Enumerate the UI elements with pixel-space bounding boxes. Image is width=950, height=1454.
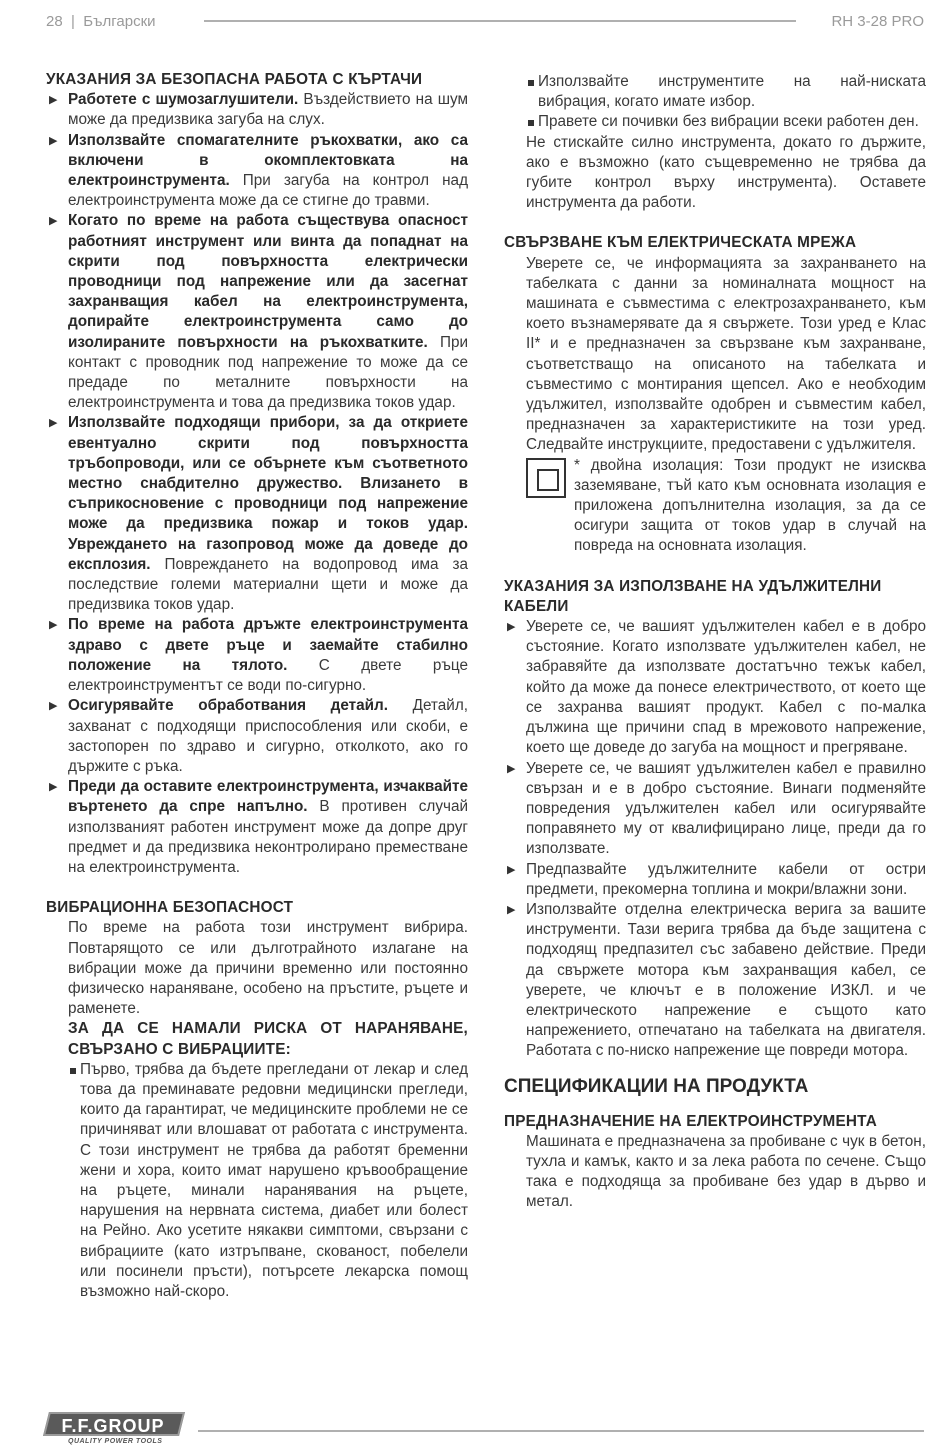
bullet-item: ▶ Преди да оставите електроинструмента, изчаквайте въртенето да спре напълно. В противен случай използваният работен инструмент може да допре друг предмет и да предизвика неконтролирано преместване на електроинструмента. [46,777,468,878]
page-number: 28 [46,13,63,30]
bullet-item: ▶ Използвайте отделна електрическа верига за вашите инструменти. Тази верига трябва да бъде защитена с подходящ предпазител със забавено действие. Преди да свържете мотора към захранващия кабел, се уверете, че ключът е в положение ИЗКЛ. и че електрическото напрежение е същото като напрежението, отпечатано на табелката на двигателя. Работата с по-ниско напрежение ще повреди мотора. [504,900,926,1062]
subheading-vibration-risk: ЗА ДА СЕ НАМАЛИ РИСКА ОТ НАРАНЯВАНЕ, СВЪРЗАНО С ВИБРАЦИИТЕ: [68,1020,468,1058]
bullet-item: ▶ Осигурявайте обработвания детайл. Детайл, захванат с подходящи приспособления или скоби, е застопорен по здраво и сигурно, отколкото, ако го държите с ръка. [46,696,468,777]
square-bullet-item: Първо, трябва да бъдете прегледани от лекар и след това да преминавате редовни медицински прегледи, които да гарантират, че медицинските проблеми не се причиняват или влошават от работата с инструмента. С този инструмент не трябва да работят бременни жени и хора, които имат нарушено кръвообращение на ръцете, минали наранявания на ръцете, нарушения на нервната система, диабет или болест на Рейно. Ако усетите някакви симптоми, свързани с вибрациите (като изтръпване, скованост, побелели или посинели пръсти), потърсете лекарска помощ възможно най-скоро. [46,1060,468,1302]
ffgroup-logo: F.F.GROUP [43,1412,185,1436]
subheading-intended-use: ПРЕДНАЗНАЧЕНИЕ НА ЕЛЕКТРОИНСТРУМЕНТА [504,1112,877,1130]
double-insulation-text: * двойна изолация: Този продукт не изисква заземяване, тъй като към основната изолация е приложена допълнителна изолация, за да се осигури защита от токов удар в случай на повреда на основната изолация. [574,456,926,555]
paragraph: Не стискайте силно инструмента, докато го държите, ако е възможно (като същевременно не трябва да губите контрол върху инструмента). Оставете инструмента да работи. [526,133,926,212]
square-bullet-item: Правете си почивки без вибрации всеки работен ден. [504,112,926,132]
page-footer [46,1412,924,1445]
page-header [46,10,924,36]
bullet-item: ▶ Използвайте спомагателните ръкохватки, ако са включени в окомплектовката на електроинструмента. При загуба на контрол над електроинструмента може да се стигне до травми. [46,131,468,212]
paragraph: Уверете се, че информацията за захранването на табелката с данни за номиналната мощност на машината е съвместима с електрозахранването, към което възнамерявате да я свържете. Този уред е Клас II* и е предназначен за свързване към захранване, съответстващо на описаното на табелката и съвместимо с монтирания щепсел. Ако е необходим удължител, използвайте одобрен и съвместим кабел, предназначен за характеристиките на този уред. Следвайте инструкциите, предоставени с удължителя. [526,254,926,454]
left-column [46,70,468,1302]
double-insulation-note [504,456,926,557]
model-name: RH 3-28 PRO [831,13,924,30]
bullet-item: ▶ По време на работа дръжте електроинструмента здраво с двете ръце и заемайте стабилно положение на тялото. С двете ръце електроинструментът се води по-сигурно. [46,615,468,696]
bullet-item: ▶ Използвайте подходящи прибори, за да откриете евентуално скрити под повърхността тръбопроводи, или се обърнете към съответното местно снабдително дружество. Влизането в съприкосновение с проводници под напрежение може да предизвика пожар и токов удар. Увреждането на газопровод може да доведе до експлозия. Повреждането на водопровод има за последствие големи материални щети и може да предизвика токов удар. [46,413,468,615]
bullet-item: ▶ Когато по време на работа съществува опасност работният инструмент или винта да попаднат на скрити под повърхността електрически проводници под напрежение или да засегнат захранващия кабел на електроинструмента, допирайте електроинструмента само до изолираните повърхности на ръкохватките. При контакт с проводник под напрежение то може да се предаде по металните повърхности на електроинструмента и това да предизвика токов удар. [46,211,468,413]
paragraph: По време на работа този инструмент вибрира. Повтарящото се или дълготрайното излагане на вибрации може да причини временно или постоянно физическо нараняване, особено на пръстите, ръцете и раменете. [68,919,468,1018]
double-insulation-icon [526,458,566,498]
section-heading-vibration: ВИБРАЦИОННА БЕЗОПАСНОСТ [46,899,294,917]
bullet-item: ▶ Работете с шумозаглушители. Въздействието на шум може да предизвика загуба на слух. [46,90,468,130]
page-number-language [46,13,156,30]
header-separator: | [71,13,75,30]
bullet-item: ▶ Уверете се, че вашият удължителен кабел е в добро състояние. Когато използвате удължителен кабел, не забравяйте да използвате достатъчно тежък кабел, който да може да понесе електричеството, от което ще се захранва вашият продукт. Кабел с по-малка дължина ще причини спад в мрежовото напрежение, което ще доведе до загуба на мощност и прегряване. [504,617,926,758]
bullet-item: ▶ Уверете се, че вашият удължителен кабел е правилно свързан и е в добро състояние. Винаги подменяйте повредения удължителен кабел или осигурявайте поправянето му от квалифицирано лице, преди да го използвате. [504,759,926,860]
bullet-item: ▶ Предпазвайте удължителните кабели от остри предмети, прекомерна топлина и мокри/влажни зони. [504,860,926,900]
footer-rule [198,1430,924,1432]
square-bullet-item: Използвайте инструментите на най-ниската вибрация, когато имате избор. [504,72,926,112]
logo-tagline: QUALITY POWER TOOLS [68,1438,163,1445]
language-label: Български [83,13,156,30]
paragraph: Машината е предназначена за пробиване с чук в бетон, тухла и камък, както и за лека работа по сечене. Също така е подходяща за пробиване без удар в дърво и метал. [526,1132,926,1211]
section-heading-extension: УКАЗАНИЯ ЗА ИЗПОЛЗВАНЕ НА УДЪЛЖИТЕЛНИ КАБЕЛИ [504,577,882,615]
header-rule [204,20,796,22]
section-heading-safety: УКАЗАНИЯ ЗА БЕЗОПАСНА РАБОТА С КЪРТАЧИ [46,71,423,88]
section-heading-specs: СПЕЦИФИКАЦИИ НА ПРОДУКТА [504,1075,809,1097]
right-column [504,70,926,1213]
section-heading-mains: СВЪРЗВАНЕ КЪМ ЕЛЕКТРИЧЕСКАТА МРЕЖА [504,234,857,252]
